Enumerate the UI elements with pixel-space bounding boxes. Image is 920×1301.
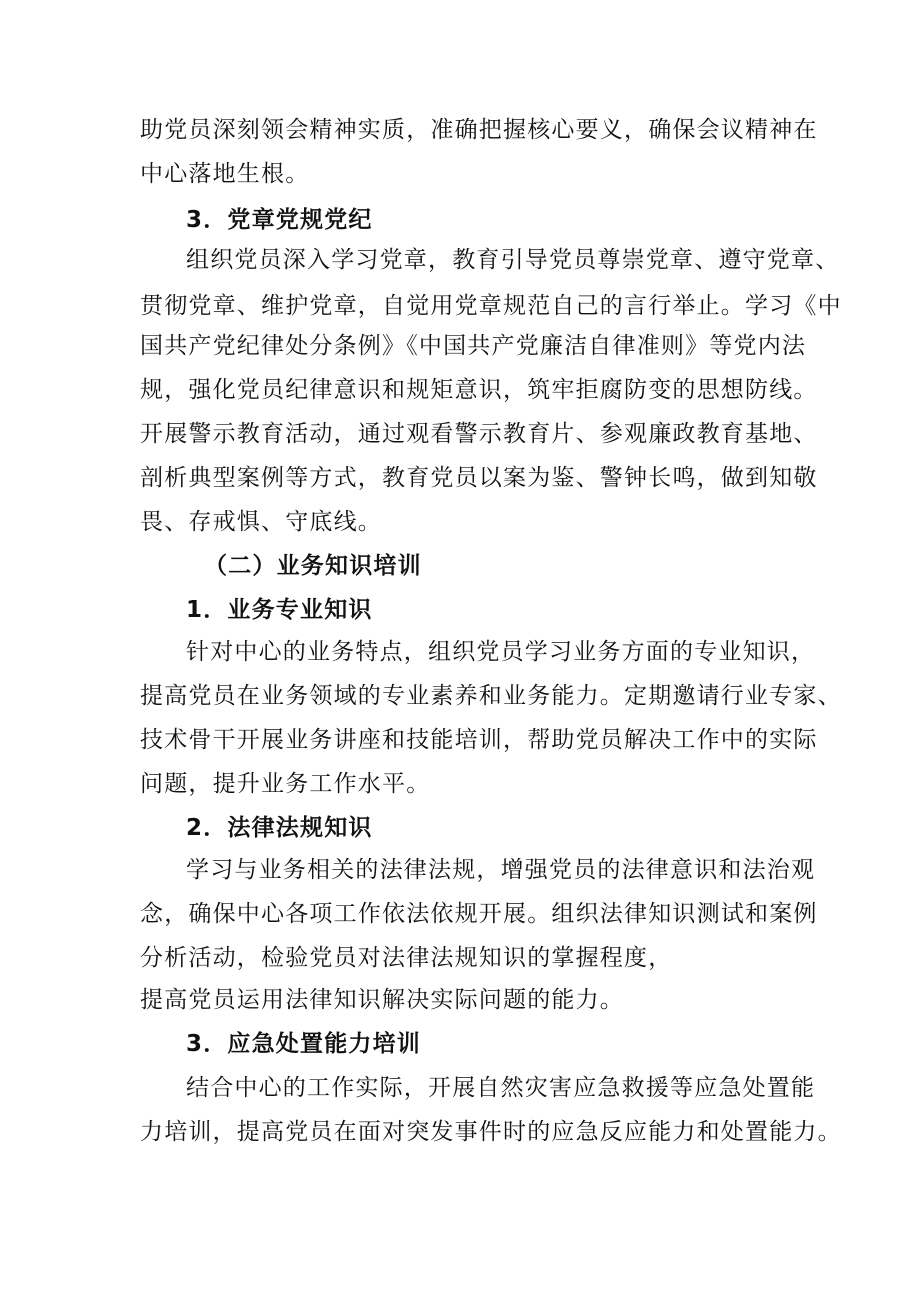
paragraph-line: 提高党员运用法律知识解决实际问题的能力。 [140,987,624,1013]
paragraph-line: 剖析典型案例等方式，教育党员以案为鉴、警钟长鸣，做到知敬 [140,465,818,491]
paragraph-line: 中心落地生根。 [140,161,310,187]
paragraph-line: 念，确保中心各项工作依法依规开展。组织法律知识测试和案例 [140,901,818,927]
paragraph-line: 学习与业务相关的法律法规，增强党员的法律意识和法治观 [186,857,816,883]
paragraph-line: 提高党员在业务领域的专业素养和业务能力。定期邀请行业专家、 [140,683,842,709]
subheading-law-knowledge: 2．法律法规知识 [186,815,373,841]
subheading-business-knowledge: 1．业务专业知识 [186,597,373,623]
subheading-emergency-training: 3．应急处置能力培训 [186,1031,422,1057]
paragraph-line: 针对中心的业务特点，组织党员学习业务方面的专业知识， [186,639,816,665]
paragraph-line: 开展警示教育活动，通过观看警示教育片、参观廉政教育基地、 [140,421,818,447]
paragraph-line: 力培训，提高党员在面对突发事件时的应急反应能力和处置能力。 [140,1119,842,1145]
paragraph-line: 畏、存戒惧、守底线。 [140,509,382,535]
paragraph-line: 贯彻党章、维护党章，自觉用党章规范自己的言行举止。学习《中 [140,293,842,319]
paragraph-line: 结合中心的工作实际，开展自然灾害应急救援等应急处置能 [186,1075,816,1101]
paragraph-line: 技术骨干开展业务讲座和技能培训，帮助党员解决工作中的实际 [140,727,818,753]
paragraph-line: 国共产党纪律处分条例》《中国共产党廉洁自律准则》等党内法 [140,333,807,359]
section-heading-business-training: （二）业务知识培训 [204,553,422,579]
paragraph-line: 规，强化党员纪律意识和规矩意识，筑牢拒腐防变的思想防线。 [140,377,818,403]
subheading-party-constitution: 3．党章党规党纪 [186,207,373,233]
paragraph-line: 助党员深刻领会精神实质，准确把握核心要义，确保会议精神在 [140,117,818,143]
paragraph-line: 问题，提升业务工作水平。 [140,771,431,797]
paragraph-line: 分析活动，检验党员对法律法规知识的掌握程度， [140,945,673,971]
paragraph-line: 组织党员深入学习党章，教育引导党员尊崇党章、遵守党章、 [186,247,840,273]
